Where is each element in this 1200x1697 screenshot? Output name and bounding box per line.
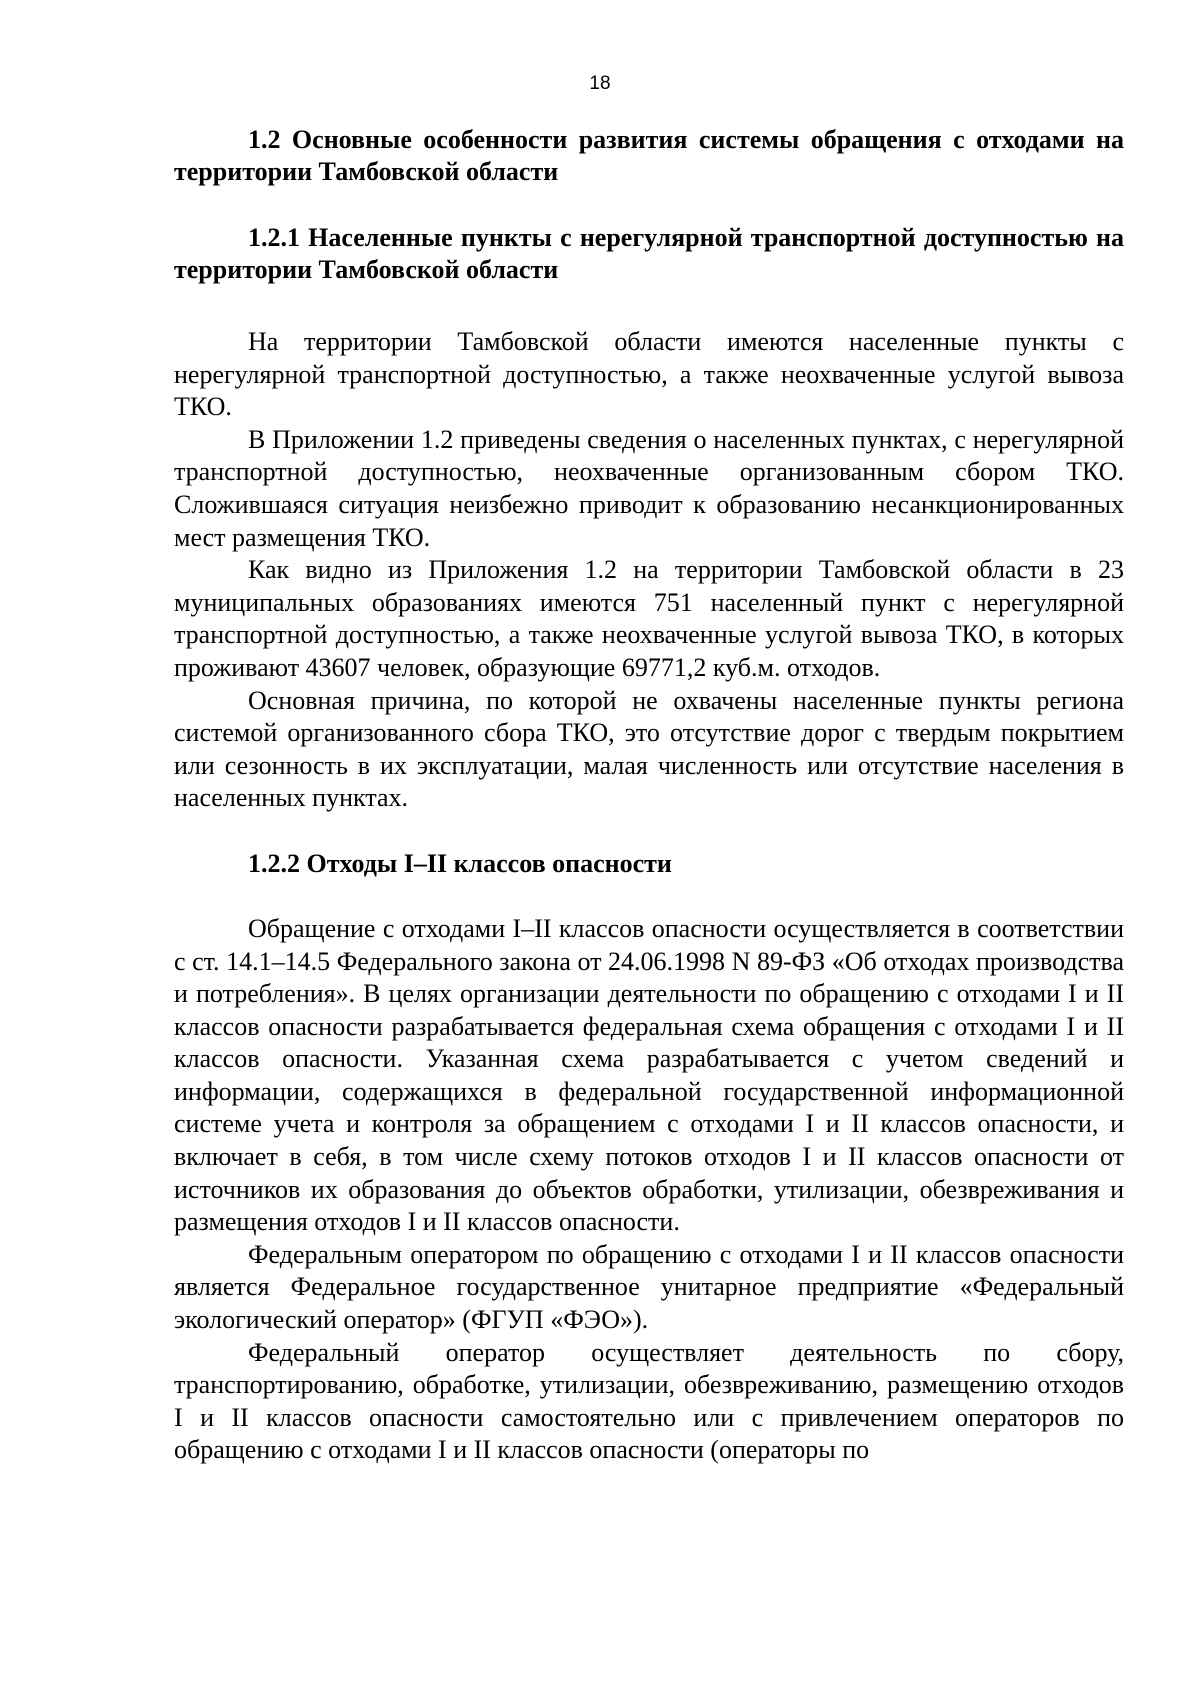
- paragraph: Федеральный оператор осуществляет деятельность по сбору, транспортированию, обработке, утилизации, обезвреживанию, размещению отходов I и II классов опасности самостоятельно или с привлечением операторов по обращению с отходами I и II классов опасности (операторы по: [174, 1337, 1124, 1465]
- page-content: [174, 124, 1124, 1467]
- paragraph: Как видно из Приложения 1.2 на территории Тамбовской области в 23 муниципальных образованиях имеются 751 населенный пункт с нерегулярной транспортной доступностью, а также неохваченные услугой вывоза ТКО, в которых проживают 43607 человек, образующие 69771,2 куб.м. отходов.: [174, 555, 1124, 682]
- paragraph: Федеральным оператором по обращению с отходами I и II классов опасности является Федеральное государственное унитарное предприятие «Федеральный экологический оператор» (ФГУП «ФЭО»).: [174, 1239, 1124, 1335]
- subsection-heading-1-2-2: 1.2.2 Отходы I–II классов опасности: [248, 848, 672, 878]
- subsection-heading-1-2-1: 1.2.1 Населенные пункты с нерегулярной транспортной доступностью на территории Тамбовской области: [174, 223, 1124, 284]
- paragraph: В Приложении 1.2 приведены сведения о населенных пунктах, с нерегулярной транспортной доступностью, неохваченные организованным сбором ТКО. Сложившаяся ситуация неизбежно приводит к образованию несанкционированных мест размещения ТКО.: [174, 424, 1124, 552]
- section-heading: 1.2 Основные особенности развития системы обращения с отходами на территории Тамбовской области: [174, 125, 1124, 186]
- paragraph: На территории Тамбовской области имеются населенные пункты с нерегулярной транспортной доступностью, а также неохваченные услугой вывоза ТКО.: [174, 327, 1124, 422]
- paragraph: Основная причина, по которой не охвачены населенные пункты региона системой организованного сбора ТКО, это отсутствие дорог с твердым покрытием или сезонность в их эксплуатации, малая численность или отсутствие населения в населенных пунктах.: [174, 685, 1124, 813]
- page-number: 18: [589, 73, 611, 94]
- paragraph: Обращение с отходами I–II классов опасности осуществляется в соответствии с ст. 14.1–14.5 Федерального закона от 24.06.1998 N 89-ФЗ «Об отходах производства и потребления». В целях организации деятельности по обращению с отходами I и II классов опасности разрабатывается федеральная схема обращения с отходами I и II классов опасности. Указанная схема разрабатывается с учетом сведений и информации, содержащихся в федеральной государственной информационной системе учета и контроля за обращением с отходами I и II классов опасности, и включает в себя, в том числе схему потоков отходов I и II классов опасности от источников их образования до объектов обработки, утилизации, обезвреживания и размещения отходов I и II классов опасности.: [174, 913, 1124, 1237]
